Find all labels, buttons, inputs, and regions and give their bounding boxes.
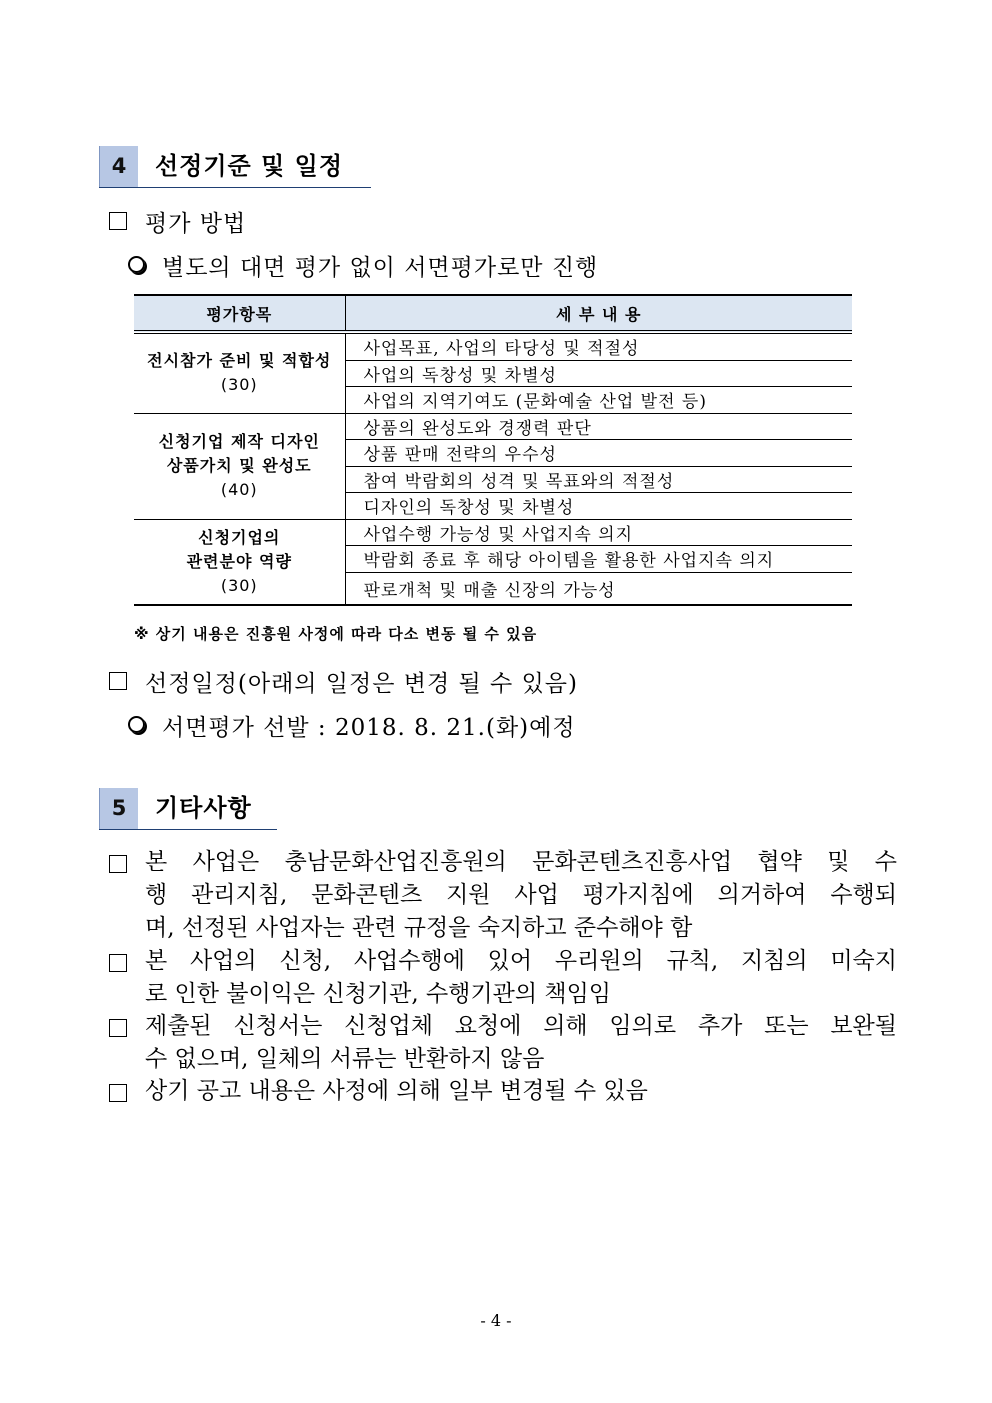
table-note: ※ 상기 내용은 진흥원 사정에 따라 다소 변동 될 수 있음 (134, 625, 538, 643)
detail-cell: 사업목표, 사업의 타당성 및 적절성 (345, 332, 852, 360)
notice-line: 행 관리지침, 문화콘텐츠 지원 사업 평가지침에 의거하여 수행되 (145, 882, 897, 908)
checkbox-square-icon (109, 672, 127, 690)
detail-cell: 사업수행 가능성 및 사업지속 의지 (345, 519, 852, 546)
detail-cell: 상품의 완성도와 경쟁력 판단 (345, 413, 852, 440)
detail-cell: 사업의 지역기여도 (문화예술 산업 발전 등) (345, 387, 852, 414)
checkbox-square-icon (109, 855, 127, 873)
category-cell (134, 519, 345, 605)
category-name: 상품가치 및 완성도 (166, 456, 312, 475)
checkbox-square-icon (109, 212, 127, 230)
notice-line: 상기 공고 내용은 사정에 의해 일부 변경될 수 있음 (145, 1078, 648, 1104)
category-cell (134, 413, 345, 519)
checkbox-square-icon (109, 954, 127, 972)
section-title: 선정기준 및 일정 (155, 152, 343, 180)
category-cell (134, 332, 345, 413)
checkbox-square-icon (109, 1019, 127, 1037)
section-number: 5 (99, 788, 138, 829)
detail-cell: 박람회 종료 후 해당 아이템을 활용한 사업지속 의지 (345, 546, 852, 573)
notice-line: 본 사업은 충남문화산업진흥원의 문화콘텐츠진흥사업 협약 및 수 (145, 849, 897, 875)
notice-item (145, 1010, 897, 1076)
notice-item (145, 945, 897, 1011)
table-row (134, 332, 852, 360)
checkbox-square-icon (109, 1084, 127, 1102)
table-row (134, 413, 852, 440)
notice-line: 제출된 신청서는 신청업체 요청에 의해 임의로 추가 또는 보완될 (145, 1013, 897, 1039)
category-score: (30) (220, 575, 258, 595)
evaluation-table (134, 294, 852, 606)
table-row (134, 519, 852, 546)
notice-line: 며, 선정된 사업자는 관련 규정을 숙지하고 준수해야 함 (145, 915, 693, 941)
notice-item (145, 846, 897, 945)
schedule-heading: 선정일정(아래의 일정은 변경 될 수 있음) (145, 671, 578, 697)
category-name: 신청기업 제작 디자인 (158, 432, 320, 451)
category-score: (40) (220, 480, 258, 499)
category-name: 전시참가 준비 및 적합성 (147, 351, 332, 371)
detail-cell: 판로개척 및 매출 신장의 가능성 (345, 572, 852, 605)
schedule-bullet: 서면평가 선발 : 2018. 8. 21.(화)예정 (162, 715, 576, 741)
circle-bullet-icon (128, 716, 145, 733)
page-number: - 4 - (480, 1311, 512, 1330)
table-header-row (134, 295, 852, 332)
section-title: 기타사항 (155, 794, 252, 822)
section-number: 4 (99, 146, 138, 187)
section-5-heading (99, 788, 277, 830)
category-name: 신청기업의 (198, 527, 281, 547)
eval-method-heading: 평가 방법 (145, 211, 247, 237)
circle-bullet-icon (128, 256, 145, 273)
detail-cell: 디자인의 독창성 및 차별성 (345, 493, 852, 520)
header-detail: 세 부 내 용 (345, 295, 852, 332)
section-4-heading (99, 146, 371, 188)
detail-cell: 상품 판매 전략의 우수성 (345, 440, 852, 467)
detail-cell: 사업의 독창성 및 차별성 (345, 360, 852, 387)
notice-line: 로 인한 불이익은 신청기관, 수행기관의 책임임 (145, 981, 612, 1007)
eval-method-bullet: 별도의 대면 평가 없이 서면평가로만 진행 (162, 255, 599, 281)
notice-line: 수 없으며, 일체의 서류는 반환하지 않음 (145, 1046, 545, 1072)
header-eval-item: 평가항목 (134, 295, 345, 332)
notice-line: 본 사업의 신청, 사업수행에 있어 우리원의 규칙, 지침의 미숙지 (145, 948, 897, 974)
notice-item (145, 1075, 897, 1108)
detail-cell: 참여 박람회의 성격 및 목표와의 적절성 (345, 466, 852, 493)
category-name: 관련분야 역량 (186, 551, 292, 571)
category-score: (30) (220, 375, 258, 395)
